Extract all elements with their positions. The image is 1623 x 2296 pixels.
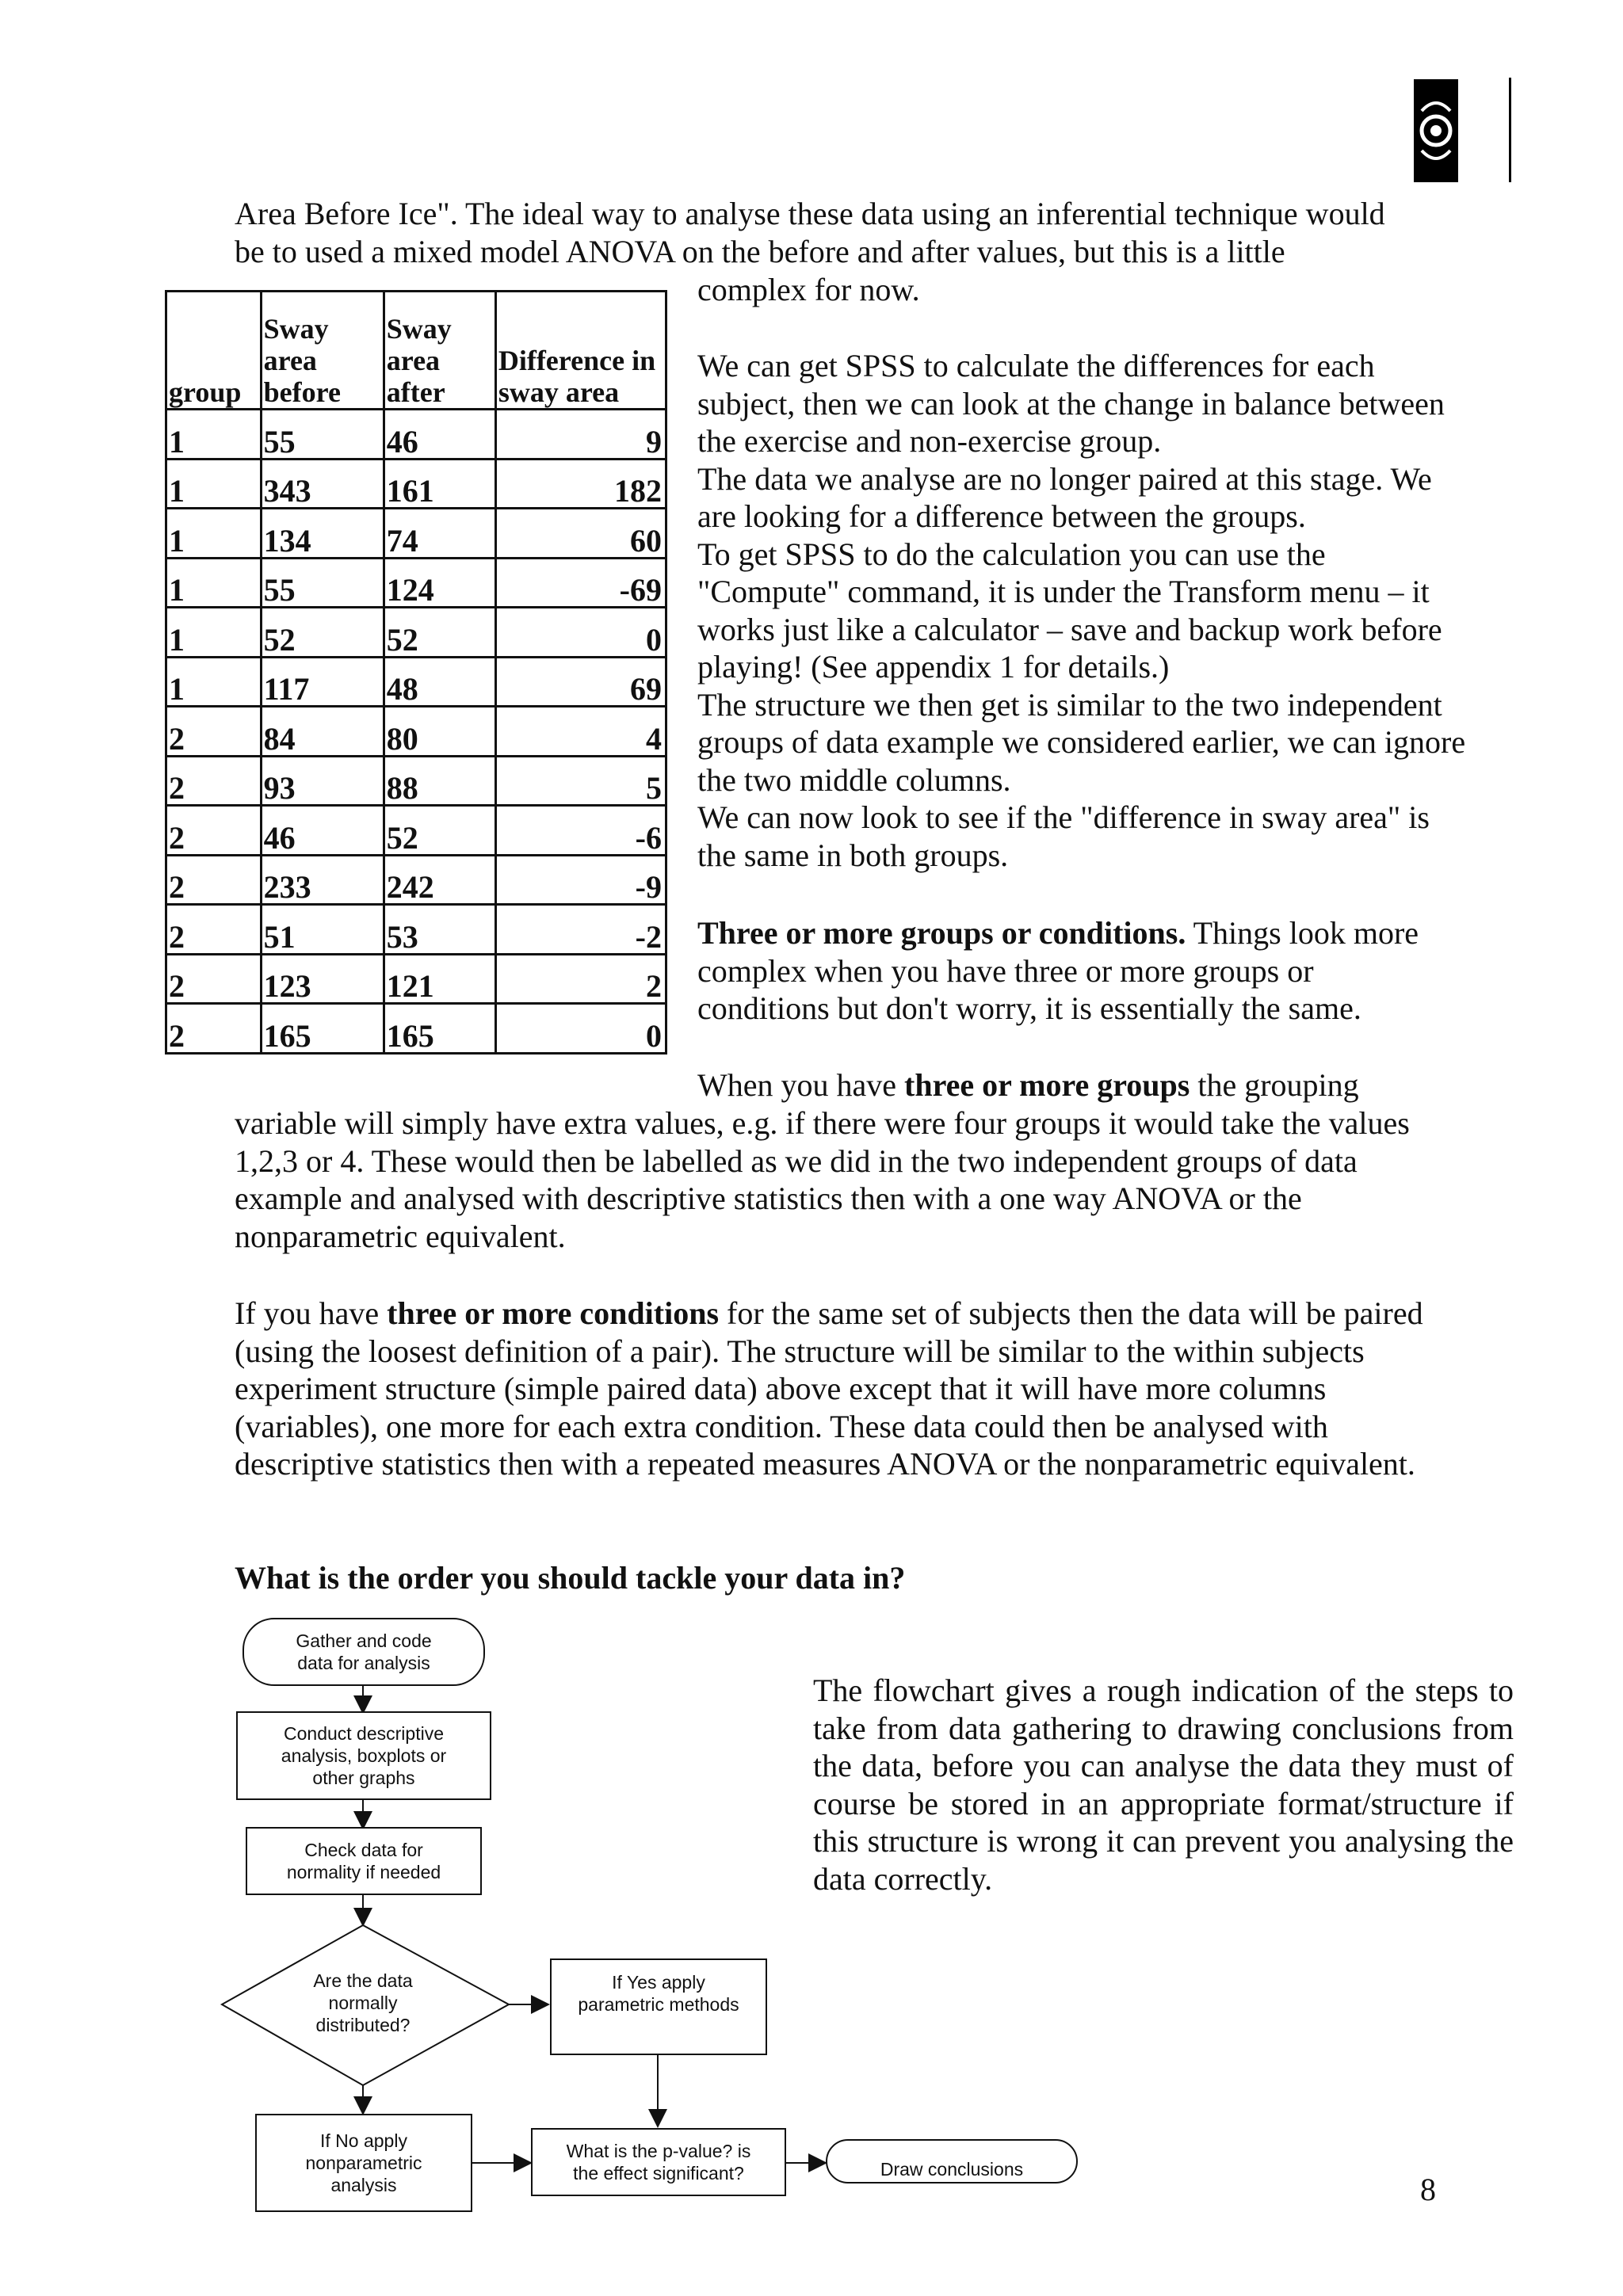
cell-group: 2 [166, 707, 262, 757]
cell-group: 1 [166, 459, 262, 509]
cell-sway-after: 88 [384, 756, 495, 806]
cell-sway-after: 74 [384, 509, 495, 559]
cell-group: 2 [166, 806, 262, 856]
cell-sway-after: 121 [384, 954, 495, 1004]
groups-bold: three or more groups [904, 1067, 1190, 1103]
side-paragraph-5: We can now look to see if the "difference in sway area" is the same in both groups. [697, 799, 1430, 873]
cell-group: 1 [166, 509, 262, 559]
cell-sway-before: 84 [261, 707, 384, 757]
cell-difference: 0 [495, 1004, 666, 1054]
cell-sway-before: 46 [261, 806, 384, 856]
groups-post: the grouping [1190, 1067, 1359, 1103]
cell-sway-after: 161 [384, 459, 495, 509]
flow-descriptive: Conduct descriptive analysis, boxplots or other graphs [236, 1711, 491, 1800]
cell-sway-after: 52 [384, 608, 495, 658]
cell-sway-before: 165 [261, 1004, 384, 1054]
cell-difference: -9 [495, 855, 666, 905]
groups-paragraph-cont: variable will simply have extra values, e.g. if there were four groups it would take the values 1,2,3 or 4. These would then be labelled as we did in the two independent groups of data example and analysed with descriptive statistics then with a one way ANOVA or the nonparametric equivalent. [235, 1105, 1410, 1254]
cell-sway-before: 52 [261, 608, 384, 658]
three-groups-text: Things look more complex when you have three or more groups or conditions but don't worry, it is essentially the same. [697, 915, 1419, 1026]
cell-group: 2 [166, 1004, 262, 1054]
cell-difference: -6 [495, 806, 666, 856]
cell-sway-before: 55 [261, 410, 384, 460]
cond-post: for the same set of subjects then the data will be paired (using the loosest definition of a pair). The structure will be similar to the within subjects experiment structure (simple paired data) above except that it will have more columns (variables), one more for each extra condition. These data could then be analysed with descriptive statistics then with a repeated measures ANOVA or the nonparametric equivalent. [235, 1295, 1423, 1482]
header-sway-before: Sway area before [261, 292, 384, 410]
cell-sway-after: 124 [384, 558, 495, 608]
cell-sway-before: 123 [261, 954, 384, 1004]
cell-difference: 9 [495, 410, 666, 460]
side-paragraph-3: To get SPSS to do the calculation you can use the "Compute" command, it is under the Transform menu – it works just like a calculator – save and backup work before playing! (See appendix 1 for details.) [697, 536, 1442, 685]
cell-sway-after: 48 [384, 657, 495, 707]
flow-description: The flowchart gives a rough indication of the steps to take from data gathering to drawing conclusions from the data, before you can analyse the data they must of course be stored in an appropriate format/structure if this structure is wrong it can prevent you analysing the data correctly. [813, 1672, 1514, 1897]
flow-pvalue: What is the p-value? is the effect significant? [531, 2128, 786, 2196]
side-paragraph-2: The data we analyse are no longer paired at this stage. We are looking for a difference between the groups. [697, 460, 1432, 534]
cell-sway-before: 343 [261, 459, 384, 509]
cell-difference: 0 [495, 608, 666, 658]
order-heading: What is the order you should tackle your data in? [235, 1560, 906, 1596]
three-groups-heading: Three or more groups or conditions. [697, 915, 1186, 951]
header-difference: Difference in sway area [495, 292, 666, 410]
side-paragraph-4: The structure we then get is similar to the two independent groups of data example we considered earlier, we can ignore the two middle columns. [697, 686, 1466, 798]
cell-sway-after: 80 [384, 707, 495, 757]
cell-sway-after: 52 [384, 806, 495, 856]
cell-group: 2 [166, 905, 262, 955]
side-paragraph-1: We can get SPSS to calculate the differences for each subject, then we can look at the change in balance between the exercise and non-exercise group. [697, 348, 1445, 459]
groups-pre: When you have [697, 1067, 905, 1103]
intro-line-2: be to used a mixed model ANOVA on the before and after values, but this is a little [235, 234, 1285, 269]
header-group: group [166, 292, 262, 410]
cell-difference: 2 [495, 954, 666, 1004]
cell-sway-before: 93 [261, 756, 384, 806]
cell-sway-before: 233 [261, 855, 384, 905]
cell-sway-before: 117 [261, 657, 384, 707]
cell-difference: 60 [495, 509, 666, 559]
cell-sway-after: 165 [384, 1004, 495, 1054]
flow-gather: Gather and code data for analysis [242, 1618, 485, 1686]
page-number: 8 [1420, 2172, 1436, 2207]
flow-decision: Are the data normally distributed? [313, 1970, 413, 2035]
cell-group: 1 [166, 410, 262, 460]
cell-sway-before: 51 [261, 905, 384, 955]
cell-difference: 4 [495, 707, 666, 757]
header-sway-after: Sway area after [384, 292, 495, 410]
cell-sway-before: 134 [261, 509, 384, 559]
cell-sway-after: 53 [384, 905, 495, 955]
intro-line-1: Area Before Ice". The ideal way to analyse these data using an inferential technique would [235, 196, 1385, 231]
cell-group: 2 [166, 954, 262, 1004]
cond-bold: three or more conditions [387, 1295, 720, 1331]
cell-sway-before: 55 [261, 558, 384, 608]
cell-group: 1 [166, 657, 262, 707]
cell-sway-after: 46 [384, 410, 495, 460]
cell-difference: -2 [495, 905, 666, 955]
cell-group: 2 [166, 855, 262, 905]
cell-sway-after: 242 [384, 855, 495, 905]
intro-line-3: complex for now. [697, 272, 920, 307]
cell-group: 1 [166, 608, 262, 658]
flow-no: If No apply nonparametric analysis [255, 2114, 472, 2212]
flow-normality: Check data for normality if needed [246, 1827, 482, 1895]
cell-group: 1 [166, 558, 262, 608]
cell-group: 2 [166, 756, 262, 806]
flow-conclusions: Draw conclusions [826, 2139, 1078, 2183]
cell-difference: 69 [495, 657, 666, 707]
cell-difference: -69 [495, 558, 666, 608]
cond-pre: If you have [235, 1295, 388, 1331]
cell-difference: 5 [495, 756, 666, 806]
cell-difference: 182 [495, 459, 666, 509]
flow-yes: If Yes apply parametric methods [550, 1958, 767, 2055]
